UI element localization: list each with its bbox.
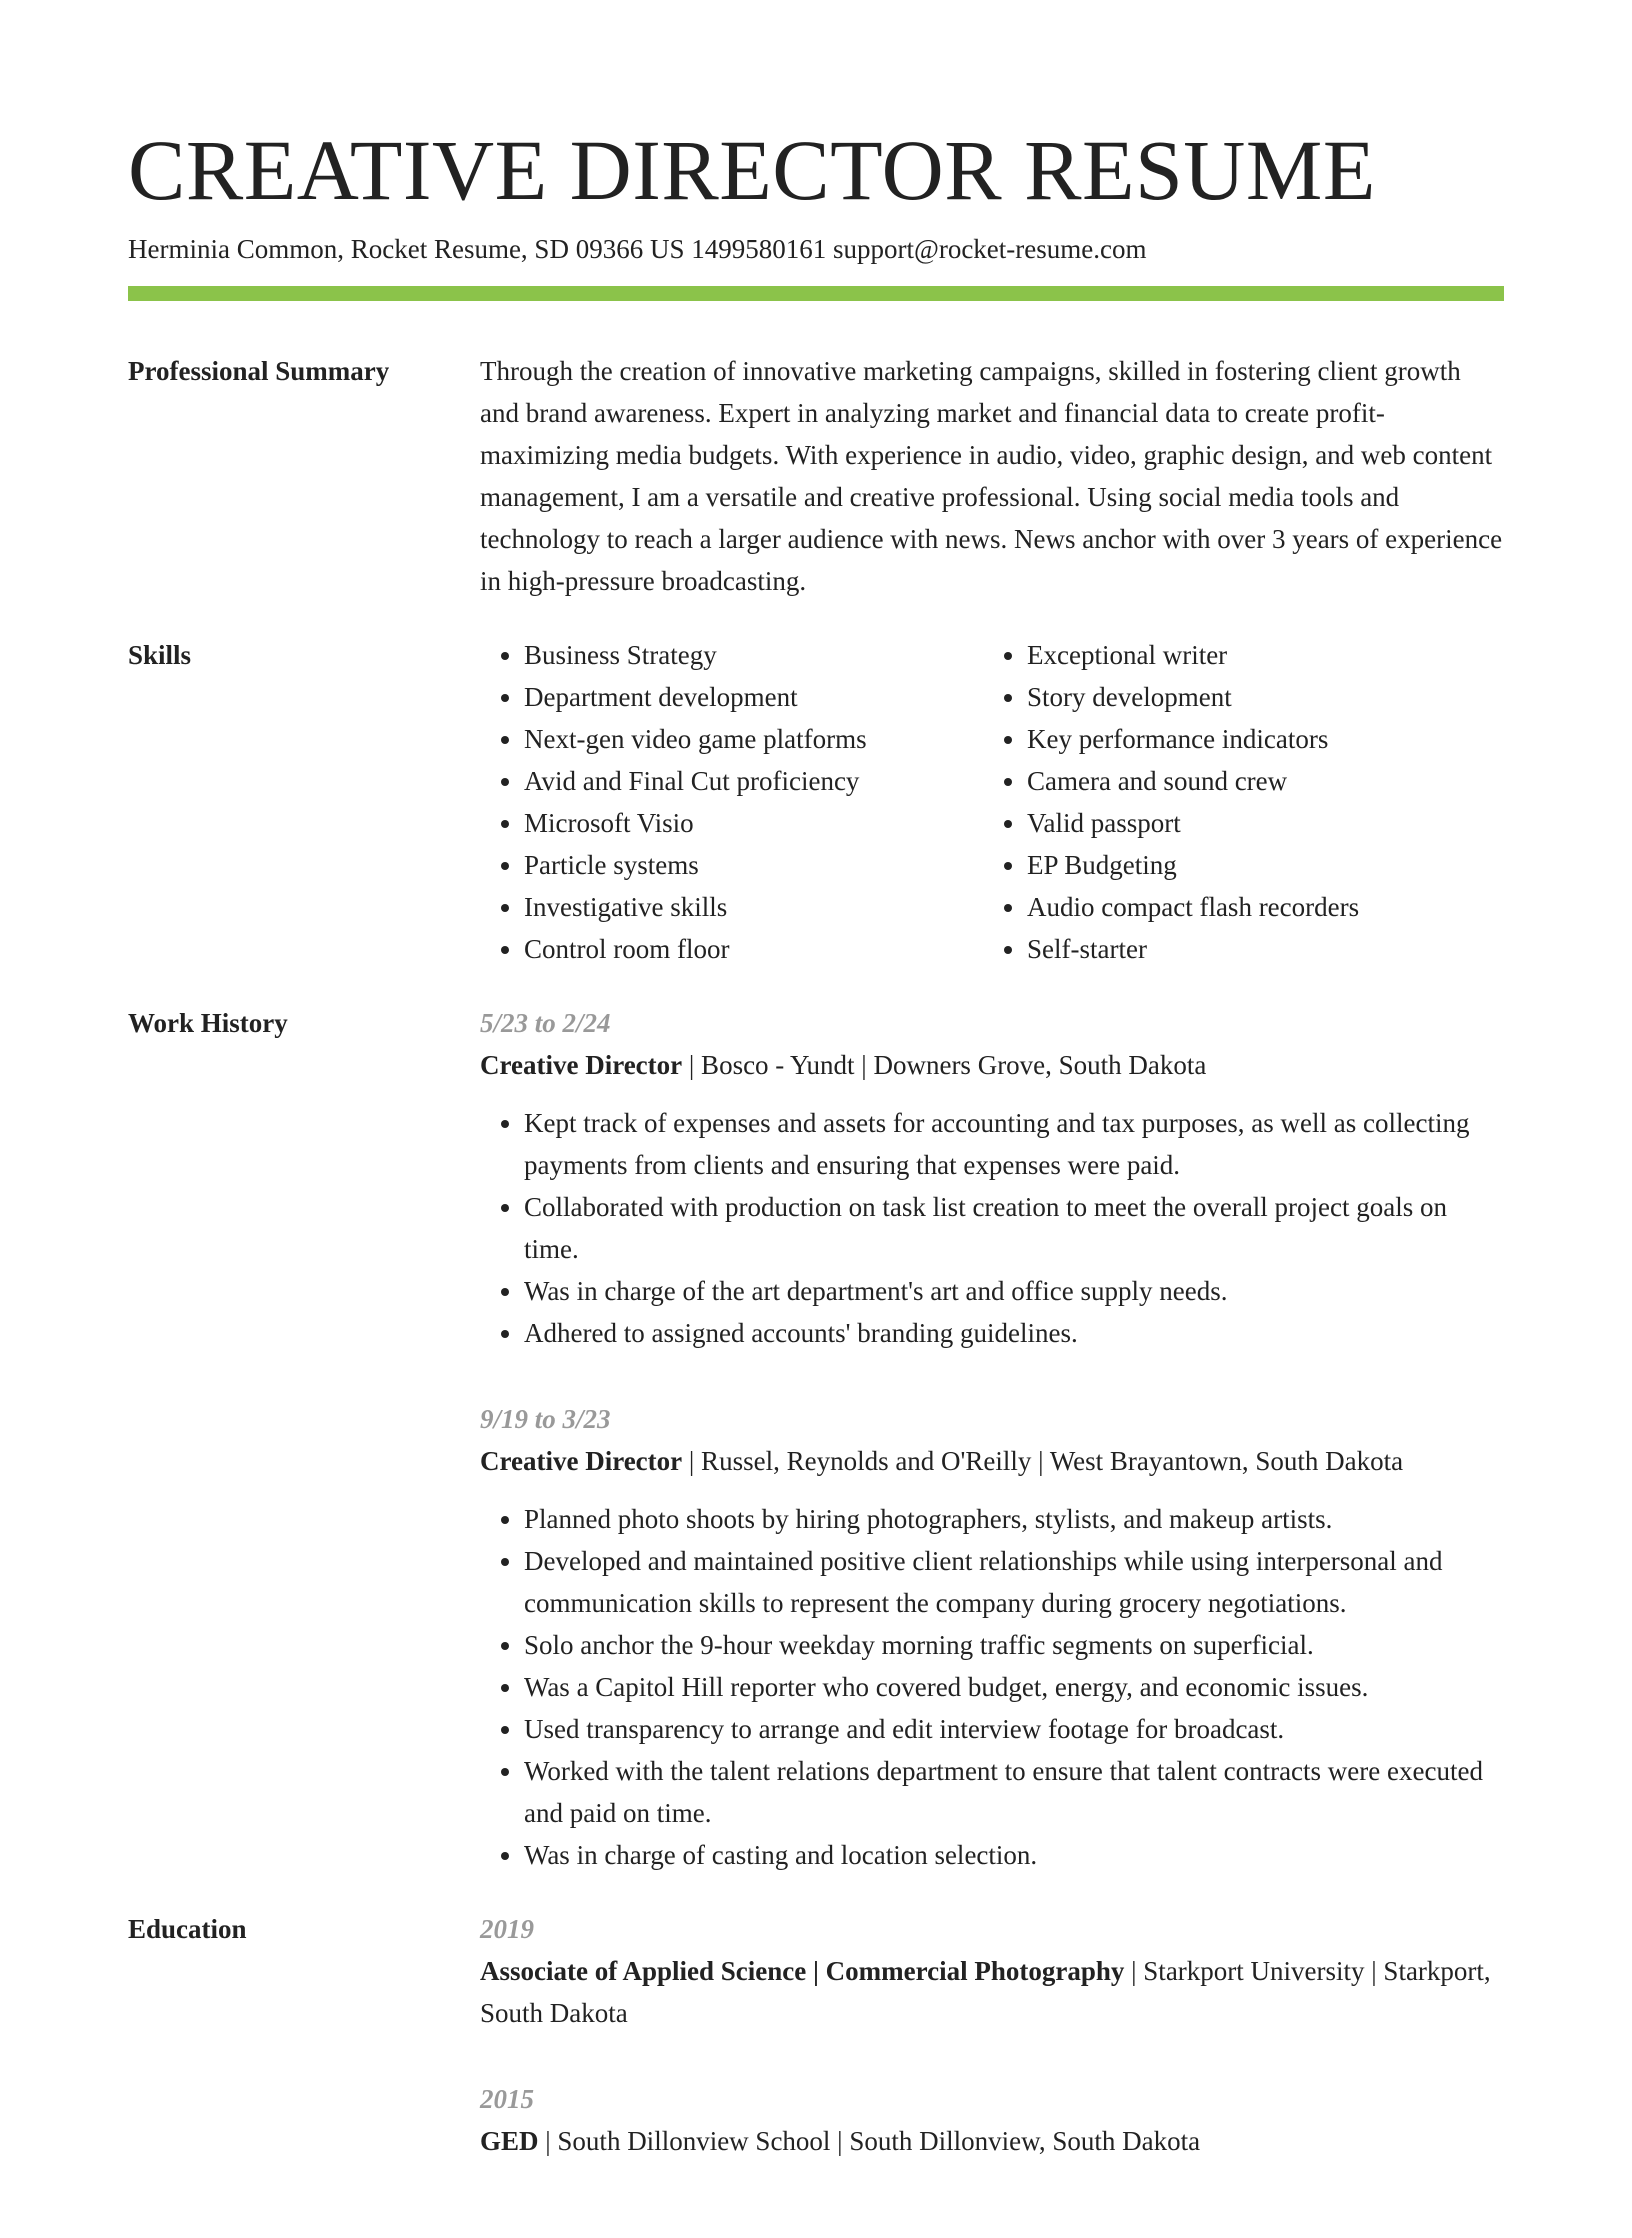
skills-column-1 (480, 634, 983, 970)
work-history-heading: Work History (128, 1008, 288, 1038)
skill-item: • Business Strategy (524, 634, 983, 676)
education-line (480, 2120, 1504, 2162)
job-duty: • Developed and maintained positive client relationships while using interpersonal and communication skills to represent the company during grocery negotiations. (524, 1540, 1504, 1624)
job-entry (480, 1398, 1504, 1876)
education-school: | Starkport University | Starkport, South Dakota (480, 1956, 1491, 2028)
job-duty: • Worked with the talent relations department to ensure that talent contracts were executed and paid on time. (524, 1750, 1504, 1834)
job-dates: 5/23 to 2/24 (480, 1008, 611, 1038)
job-duty: • Adhered to assigned accounts' branding guidelines. (524, 1312, 1504, 1354)
job-duties (480, 1498, 1504, 1876)
skills-column-2 (983, 634, 1487, 970)
education-line (480, 1950, 1504, 2034)
skills-section (128, 634, 1504, 970)
job-duty: • Kept track of expenses and assets for accounting and tax purposes, as well as collecting payments from clients and ensuring that expenses were paid. (524, 1102, 1504, 1186)
skill-item: • Self-starter (1027, 928, 1487, 970)
summary-section (128, 350, 1504, 602)
skills-list (480, 634, 1504, 970)
education-entry (480, 1908, 1504, 2034)
job-duty: • Solo anchor the 9-hour weekday morning traffic segments on superficial. (524, 1624, 1504, 1666)
job-title: Creative Director (480, 1446, 683, 1476)
skill-item: • Audio compact flash recorders (1027, 886, 1487, 928)
skill-item: • Story development (1027, 676, 1487, 718)
education-entry (480, 2078, 1504, 2162)
resume-sections (128, 350, 1504, 2238)
skill-item: • Key performance indicators (1027, 718, 1487, 760)
summary-heading: Professional Summary (128, 356, 390, 386)
job-duty: • Was in charge of the art department's art and office supply needs. (524, 1270, 1504, 1312)
accent-divider (128, 286, 1504, 301)
skill-item: • Next-gen video game platforms (524, 718, 983, 760)
skill-item: • Valid passport (1027, 802, 1487, 844)
job-line (480, 1044, 1504, 1086)
skill-item: • EP Budgeting (1027, 844, 1487, 886)
job-line (480, 1440, 1504, 1482)
skill-item: • Control room floor (524, 928, 983, 970)
skill-item: • Microsoft Visio (524, 802, 983, 844)
job-duty: • Collaborated with production on task list creation to meet the overall project goals on time. (524, 1186, 1504, 1270)
skill-item: • Exceptional writer (1027, 634, 1487, 676)
skill-item: • Investigative skills (524, 886, 983, 928)
education-degree: GED (480, 2126, 539, 2156)
job-duty: • Planned photo shoots by hiring photographers, stylists, and makeup artists. (524, 1498, 1504, 1540)
job-duty: • Used transparency to arrange and edit interview footage for broadcast. (524, 1708, 1504, 1750)
education-section (128, 1908, 1504, 2206)
job-title: Creative Director (480, 1050, 683, 1080)
education-year: 2019 (480, 1914, 534, 1944)
work-history-section (128, 1002, 1504, 1876)
skill-item: • Avid and Final Cut proficiency (524, 760, 983, 802)
education-heading: Education (128, 1914, 247, 1944)
job-duties (480, 1102, 1504, 1354)
job-dates: 9/19 to 3/23 (480, 1404, 611, 1434)
skill-item: • Camera and sound crew (1027, 760, 1487, 802)
job-employer-location: | Bosco - Yundt | Downers Grove, South Dakota (682, 1050, 1207, 1080)
education-school: | South Dillonview School | South Dillonview, South Dakota (538, 2126, 1201, 2156)
skills-heading: Skills (128, 640, 192, 670)
education-year: 2015 (480, 2084, 534, 2114)
resume-title: CREATIVE DIRECTOR RESUME (128, 122, 1376, 218)
job-employer-location: | Russel, Reynolds and O'Reilly | West Brayantown, South Dakota (682, 1446, 1404, 1476)
job-duty: • Was in charge of casting and location selection. (524, 1834, 1504, 1876)
job-entry (480, 1002, 1504, 1354)
skill-item: • Particle systems (524, 844, 983, 886)
job-duty: • Was a Capitol Hill reporter who covered budget, energy, and economic issues. (524, 1666, 1504, 1708)
education-degree: Associate of Applied Science | Commercial Photography (480, 1956, 1125, 1986)
skill-item: • Department development (524, 676, 983, 718)
summary-text: Through the creation of innovative marketing campaigns, skilled in fostering client growth and brand awareness. Expert in analyzing market and financial data to create profit-maximizing media budgets. With experience in audio, video, graphic design, and web content management, I am a versatile and creative professional. Using social media tools and technology to reach a larger audience with news. News anchor with over 3 years of experience in high-pressure broadcasting. (480, 356, 1503, 596)
contact-info: Herminia Common, Rocket Resume, SD 09366 US 1499580161 support@rocket-resume.com (128, 234, 1147, 264)
